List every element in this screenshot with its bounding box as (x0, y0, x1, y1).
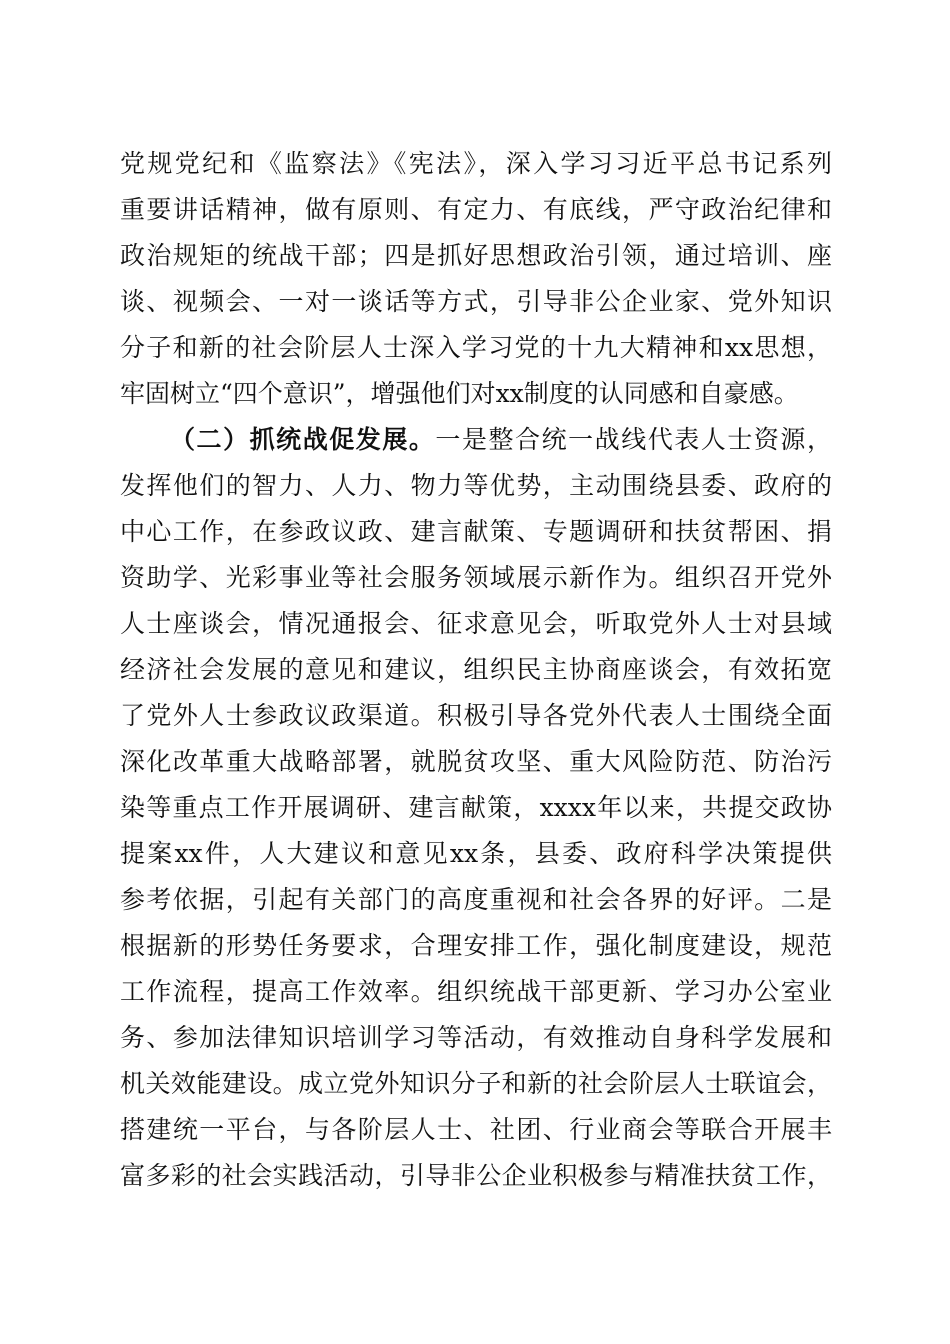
text-line: 染等重点工作开展调研、建言献策，xxxx年以来，共提交政协 (120, 793, 832, 822)
text-line: 发挥他们的智力、人力、物力等优势，主动围绕县委、政府的 (120, 471, 832, 500)
text-line: 务、参加法律知识培训学习等活动，有效推动自身科学发展和 (120, 1023, 832, 1052)
text-line: 党规党纪和《监察法》《宪法》，深入学习习近平总书记系列 (120, 149, 832, 178)
text-line: 资助学、光彩事业等社会服务领域展示新作为。组织召开党外 (120, 563, 832, 592)
text-line: 牢固树立“四个意识”，增强他们对xx制度的认同感和自豪感。 (120, 379, 799, 408)
text-line: 根据新的形势任务要求，合理安排工作，强化制度建设，规范 (120, 931, 832, 960)
paragraph-2 (120, 417, 832, 1199)
section-heading: （二）抓统战促发展。 (170, 425, 436, 454)
paragraph-2-first-line (120, 417, 832, 463)
text-line: 经济社会发展的意见和建议，组织民主协商座谈会，有效拓宽 (120, 655, 832, 684)
text-line: 深化改革重大战略部署，就脱贫攻坚、重大风险防范、防治污 (120, 747, 832, 776)
text-line: 富多彩的社会实践活动，引导非公企业积极参与精准扶贫工作， (120, 1161, 832, 1190)
text-line: 提案xx件，人大建议和意见xx条，县委、政府科学决策提供 (120, 839, 832, 868)
paragraph-1 (120, 141, 832, 417)
text-line: 人士座谈会，情况通报会、征求意见会，听取党外人士对县域 (120, 609, 832, 638)
text-line: 政治规矩的统战干部；四是抓好思想政治引领，通过培训、座 (120, 241, 832, 270)
text-line: 机关效能建设。成立党外知识分子和新的社会阶层人士联谊会， (120, 1069, 832, 1098)
text-line: 参考依据，引起有关部门的高度重视和社会各界的好评。二是 (120, 885, 832, 914)
text-line: 搭建统一平台，与各阶层人士、社团、行业商会等联合开展丰 (120, 1115, 832, 1144)
body-text (120, 141, 832, 1199)
text-line: 分子和新的社会阶层人士深入学习党的十九大精神和xx思想， (120, 333, 832, 362)
text-line: 工作流程，提高工作效率。组织统战干部更新、学习办公室业 (120, 977, 832, 1006)
text-line: 中心工作，在参政议政、建言献策、专题调研和扶贫帮困、捐 (120, 517, 832, 546)
text-line: 谈、视频会、一对一谈话等方式，引导非公企业家、党外知识 (120, 287, 832, 316)
text-line: 重要讲话精神，做有原则、有定力、有底线，严守政治纪律和 (120, 195, 832, 224)
text-line: 了党外人士参政议政渠道。积极引导各党外代表人士围绕全面 (120, 701, 832, 730)
first-line-text: 一是整合统一战线代表人士资源， (435, 425, 832, 454)
